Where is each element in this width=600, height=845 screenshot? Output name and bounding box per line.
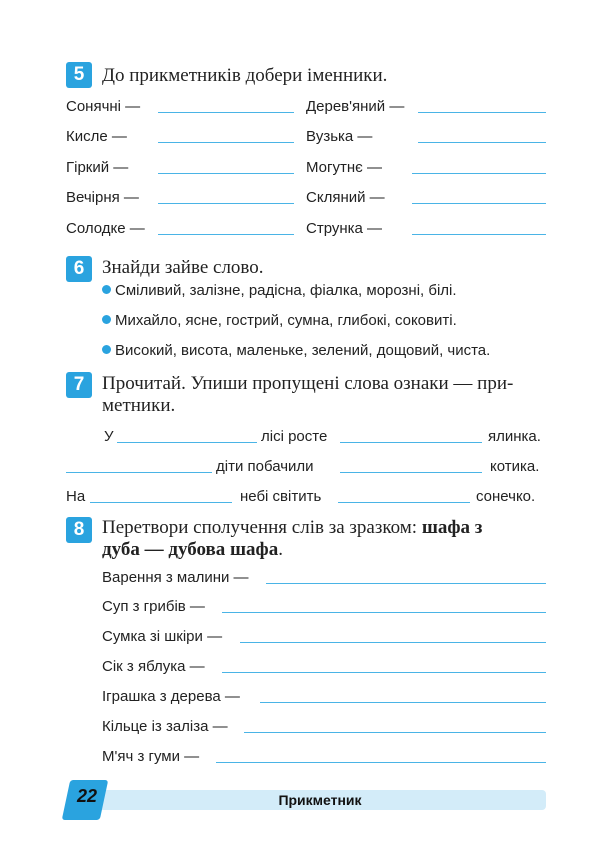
- task6-item-text: Сміливий, залізне, радісна, фіалка, морозні, білі.: [115, 282, 457, 299]
- page-number: 22: [76, 786, 98, 806]
- task7-text: небі світить: [240, 488, 322, 505]
- task7-text: лісі росте: [261, 428, 328, 445]
- task6-item: [102, 312, 457, 330]
- answer-line[interactable]: [117, 442, 257, 443]
- footer-title: Прикметник: [278, 792, 362, 808]
- task7-instruction-line2: метники.: [102, 395, 176, 416]
- task8-item-label: Суп з грибів —: [102, 598, 205, 615]
- task7-text: У: [104, 428, 114, 445]
- task8-item-label: Іграшка з дерева —: [102, 688, 240, 705]
- bullet-icon: [102, 345, 111, 354]
- task6-instruction: Знайди зайве слово.: [102, 257, 264, 278]
- answer-line[interactable]: [158, 142, 294, 143]
- task7-text: ялинка.: [488, 428, 541, 445]
- task5-left-label: Солодке —: [66, 220, 145, 237]
- task8-item-label: Сумка зі шкіри —: [102, 628, 223, 645]
- answer-line[interactable]: [244, 732, 546, 733]
- answer-line[interactable]: [222, 612, 546, 613]
- task5-right-label: Вузька —: [306, 128, 373, 145]
- task6-item-text: Михайло, ясне, гострий, сумна, глибокі, соковиті.: [115, 312, 457, 329]
- task8-item-label: Варення з малини —: [102, 569, 249, 586]
- bullet-icon: [102, 315, 111, 324]
- task8-instruction-line2: [102, 538, 283, 562]
- task-number-7: 7: [66, 372, 92, 398]
- answer-line[interactable]: [412, 234, 546, 235]
- task5-left-label: Сонячні —: [66, 98, 141, 115]
- answer-line[interactable]: [90, 502, 232, 503]
- answer-line[interactable]: [340, 472, 482, 473]
- task8-instruction-line1: [102, 516, 546, 540]
- task8-example-bold: шафа з: [421, 517, 483, 538]
- task7-text: На: [66, 488, 86, 505]
- task-number-5: 5: [66, 62, 92, 88]
- task5-left-label: Гіркий —: [66, 159, 129, 176]
- task8-item-label: Сік з яблука —: [102, 658, 205, 675]
- answer-line[interactable]: [260, 702, 546, 703]
- task6-item: [102, 282, 457, 300]
- task8-example-bold: дуба — дубова шафа: [102, 539, 279, 560]
- answer-line[interactable]: [216, 762, 546, 763]
- task-number-6: 6: [66, 256, 92, 282]
- answer-line[interactable]: [158, 234, 294, 235]
- task8-item-label: Кільце із заліза —: [102, 718, 228, 735]
- answer-line[interactable]: [158, 112, 294, 113]
- task5-left-label: Вечірня —: [66, 189, 139, 206]
- answer-line[interactable]: [338, 502, 470, 503]
- task6-item-text: Високий, висота, маленьке, зелений, дощовий, чиста.: [115, 342, 491, 359]
- answer-line[interactable]: [340, 442, 482, 443]
- task5-right-label: Струнка —: [306, 220, 383, 237]
- task5-right-label: Могутнє —: [306, 159, 382, 176]
- task7-instruction-line1: Прочитай. Упиши пропущені слова ознаки — при-: [102, 373, 514, 394]
- answer-line[interactable]: [240, 642, 546, 643]
- answer-line[interactable]: [418, 142, 546, 143]
- task8-period: .: [278, 539, 283, 560]
- task5-right-label: Дерев'яний —: [306, 98, 405, 115]
- answer-line[interactable]: [412, 203, 546, 204]
- answer-line[interactable]: [418, 112, 546, 113]
- task5-instruction: До прикметників добери іменники.: [102, 65, 388, 86]
- task8-instruction-text: Перетвори сполучення слів за зразком:: [102, 517, 418, 538]
- task7-text: діти побачили: [216, 458, 314, 475]
- answer-line[interactable]: [412, 173, 546, 174]
- task7-text: сонечко.: [476, 488, 536, 505]
- answer-line[interactable]: [158, 203, 294, 204]
- answer-line[interactable]: [158, 173, 294, 174]
- bullet-icon: [102, 285, 111, 294]
- task8-item-label: М'яч з гуми —: [102, 748, 200, 765]
- task5-left-label: Кисле —: [66, 128, 127, 145]
- task7-text: котика.: [490, 458, 540, 475]
- answer-line[interactable]: [266, 583, 546, 584]
- task6-item: [102, 342, 490, 360]
- task-number-8: 8: [66, 517, 92, 543]
- answer-line[interactable]: [66, 472, 212, 473]
- task5-right-label: Скляний —: [306, 189, 385, 206]
- answer-line[interactable]: [222, 672, 546, 673]
